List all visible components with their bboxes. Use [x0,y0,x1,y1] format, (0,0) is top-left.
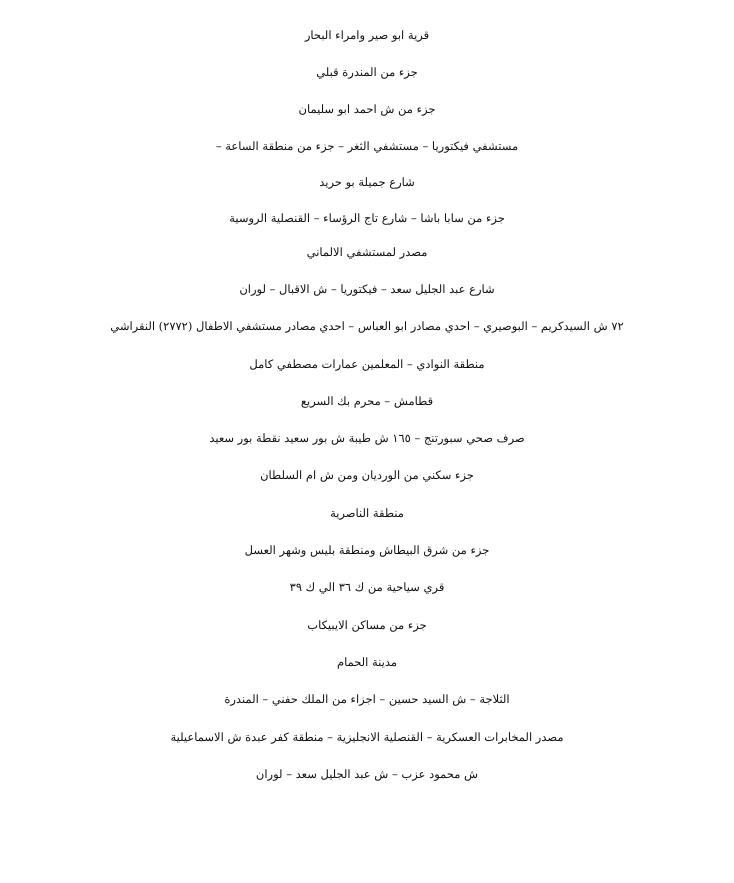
text-line: منطقة النوادي – المعلمين عمارات مصطفي كامل [249,357,485,371]
text-line: جزء سكني من الورديان ومن ش ام السلطان [260,468,474,482]
text-line: ٧٢ ش السيدكريم – البوصيري – احدي مصادر ابو العباس – احدي مصادر مستشفي الاطفال (٢٧٧٢) النقراشي [110,319,624,333]
text-line: مدينة الحمام [336,655,398,669]
text-line: جزء من مساكن الايبيكاب [307,618,427,632]
text-line: جزء من شرق البيطاش ومنطقة بليس وشهر العسل [244,543,490,557]
text-line: مصدر لمستشفي الالماني [306,245,428,259]
text-line: جزء من المندرة قبلي [316,65,418,79]
text-line: مصدر المخابرات العسكرية – القنصلية الانجليزية – منطقة كفر عبدة ش الاسماعيلية [170,730,564,744]
text-line: ش محمود عزب – ش عبد الجليل سعد – لوران [255,767,479,781]
text-line: قري سياحية من ك ٣٦ الي ك ٣٩ [289,580,445,594]
text-line: شارع عبد الجليل سعد – فيكتوريا – ش الاقبال – لوران [239,282,495,296]
text-line: جزء من سابا باشا – شارع تاج الرؤساء – القنصلية الروسية [229,211,505,225]
text-line: مستشفي فيكتوريا – مستشفي الثغر – جزء من منطقة الساعة – [215,139,519,153]
text-line: قطامش – محرم بك السريع [300,394,434,408]
text-line: قرية ابو صير وامراء البحار [304,28,430,42]
text-line: جزء من ش احمد ابو سليمان [298,102,436,116]
text-line: صرف صحي سبورتنج – ١٦٥ ش طيبة ش بور سعيد نقطة بور سعيد [209,431,525,445]
text-line: منطقة الناصرية [330,506,404,520]
text-line: شارع جميلة بو حريد [319,175,415,189]
text-line: الثلاجة – ش السيد حسين – اجزاء من الملك حفني – المندرة [224,692,510,706]
